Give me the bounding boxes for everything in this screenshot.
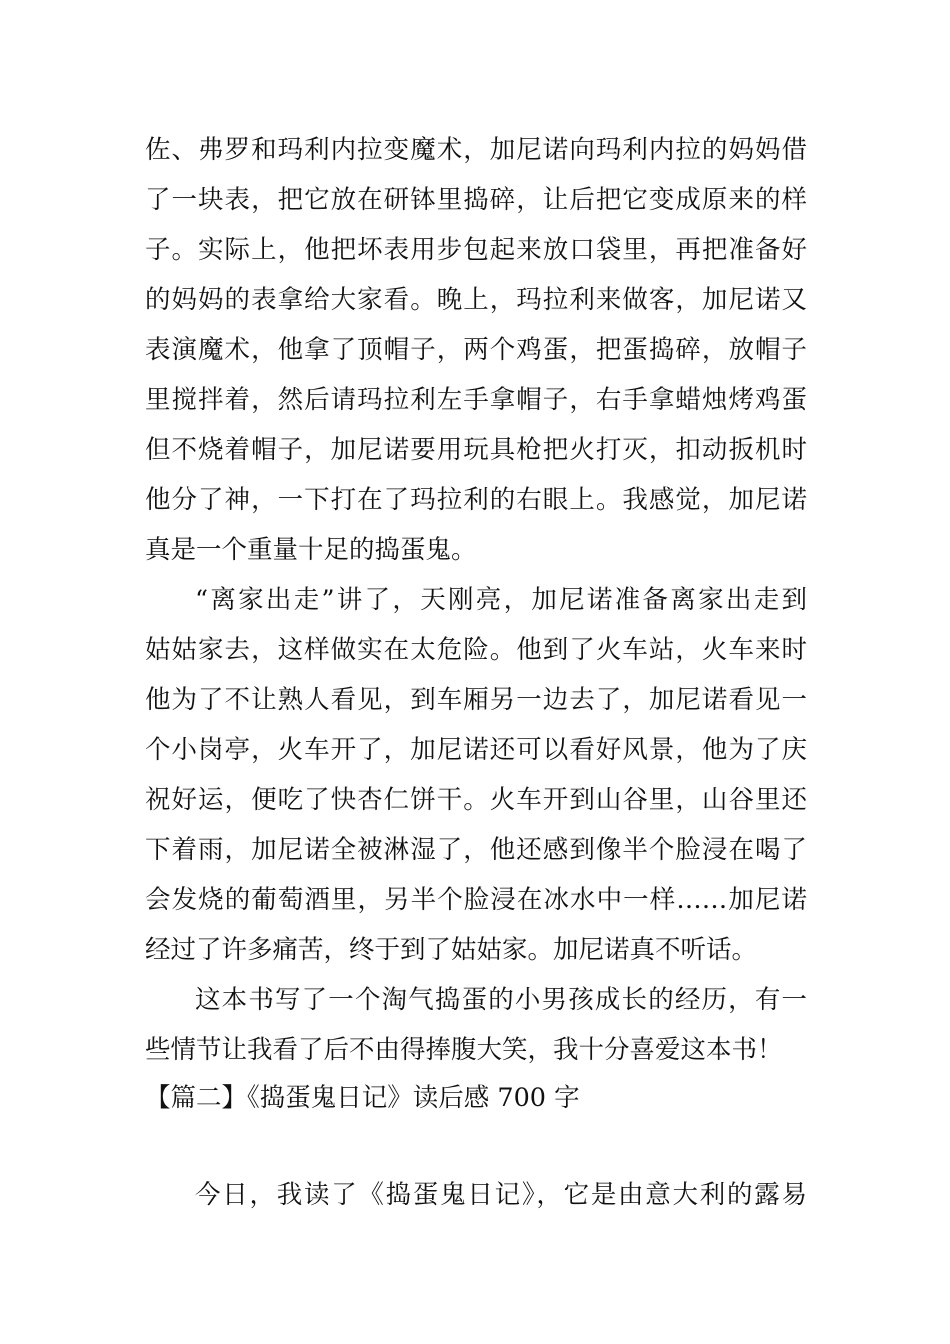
text-line: 但不烧着帽子，加尼诺要用玩具枪把火打灭，扣动扳机时 bbox=[145, 435, 807, 465]
text-line: 真是一个重量十足的捣蛋鬼。 bbox=[145, 535, 477, 565]
text-line: 他为了不让熟人看见，到车厢另一边去了，加尼诺看见一 bbox=[145, 685, 807, 715]
text-line: 经过了许多痛苦，终于到了姑姑家。加尼诺真不听话。 bbox=[145, 935, 758, 965]
text-line: 他分了神，一下打在了玛拉利的右眼上。我感觉，加尼诺 bbox=[145, 485, 807, 515]
section-heading: 【篇二】《捣蛋鬼日记》读后感 700 字 bbox=[145, 1083, 580, 1113]
text-line: 佐、弗罗和玛利内拉变魔术，加尼诺向玛利内拉的妈妈借 bbox=[145, 135, 807, 165]
text-line: 祝好运，便吃了快杏仁饼干。火车开到山谷里，山谷里还 bbox=[145, 785, 807, 815]
text-line: 这本书写了一个淘气捣蛋的小男孩成长的经历，有一 bbox=[195, 985, 807, 1015]
text-line: 子。实际上，他把坏表用步包起来放口袋里，再把准备好 bbox=[145, 235, 807, 265]
text-line: 表演魔术，他拿了顶帽子，两个鸡蛋，把蛋捣碎，放帽子 bbox=[145, 335, 807, 365]
text-line: 个小岗亭，火车开了，加尼诺还可以看好风景，他为了庆 bbox=[145, 735, 807, 765]
text-line: 里搅拌着，然后请玛拉利左手拿帽子，右手拿蜡烛烤鸡蛋 bbox=[145, 385, 807, 415]
text-line: 姑姑家去，这样做实在太危险。他到了火车站，火车来时 bbox=[145, 635, 807, 665]
text-line: 会发烧的葡萄酒里，另半个脸浸在冰水中一样……加尼诺 bbox=[145, 885, 807, 915]
text-line: 今日，我读了《捣蛋鬼日记》，它是由意大利的露易 bbox=[195, 1180, 807, 1210]
text-line: 下着雨，加尼诺全被淋湿了，他还感到像半个脸浸在喝了 bbox=[145, 835, 807, 865]
text-line: 的妈妈的表拿给大家看。晚上，玛拉利来做客，加尼诺又 bbox=[145, 285, 807, 315]
text-line: “离家出走”讲了，天刚亮，加尼诺准备离家出走到 bbox=[195, 585, 807, 615]
text-line: 些情节让我看了后不由得捧腹大笑，我十分喜爱这本书！ bbox=[145, 1035, 783, 1065]
text-line: 了一块表，把它放在研钵里捣碎，让后把它变成原来的样 bbox=[145, 185, 807, 215]
